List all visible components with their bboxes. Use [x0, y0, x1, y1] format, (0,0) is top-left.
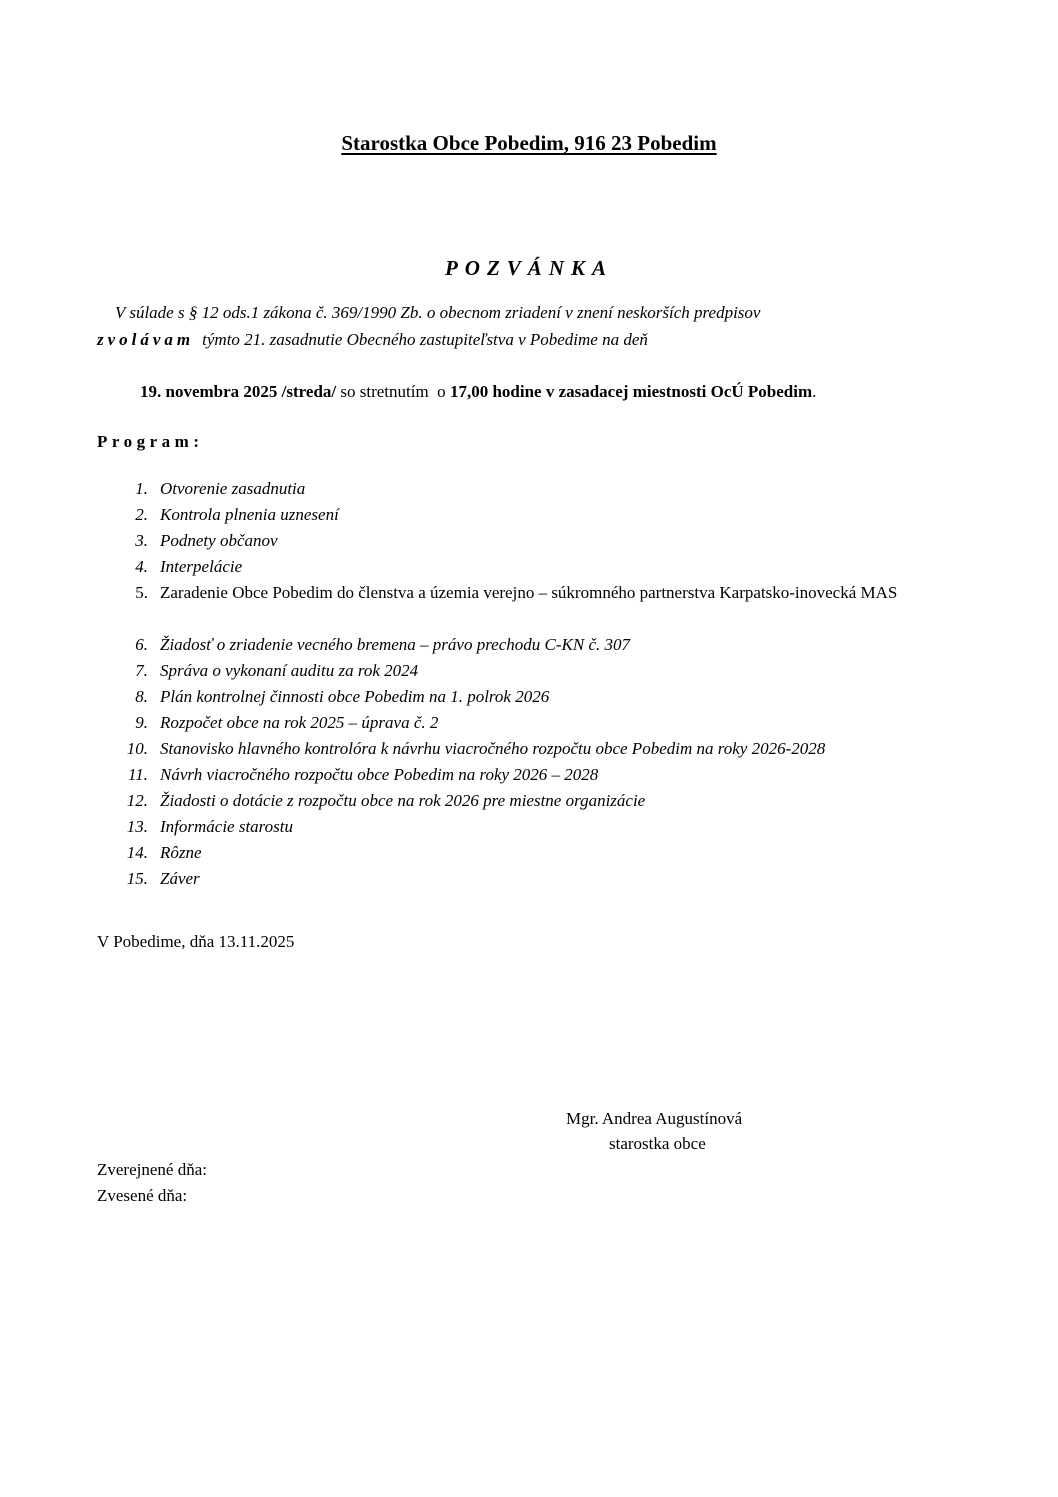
meeting-time-place: 17,00 hodine v zasadacej miestnosti OcÚ Pobedim: [449, 382, 813, 401]
program-item: [120, 736, 980, 762]
program-item: [120, 476, 980, 502]
item-number: 3.: [135, 531, 148, 550]
program-item: [120, 658, 980, 684]
item-number: 2.: [135, 505, 148, 524]
item-text: Plán kontrolnej činnosti obce Pobedim na 1. polrok 2026: [160, 687, 550, 706]
item-number: 10.: [126, 739, 148, 758]
program-item: [120, 866, 980, 892]
item-number: 13.: [126, 817, 148, 836]
item-text: Rôzne: [160, 843, 202, 862]
item-text: Záver: [160, 869, 200, 888]
item-number: 12.: [126, 791, 148, 810]
program-item: [120, 502, 980, 528]
item-text: Návrh viacročného rozpočtu obce Pobedim na roky 2026 – 2028: [160, 765, 599, 784]
item-text: Zaradenie Obce Pobedim do členstva a územia verejno – súkromného partnerstva Karpatsko-inovecká MAS: [160, 583, 898, 602]
item-number: 8.: [135, 687, 148, 706]
signatory-name: Mgr. Andrea Augustínová: [566, 1109, 743, 1128]
item-number: 4.: [135, 557, 148, 576]
item-text: Žiadosť o zriadenie vecného bremena – právo prechodu C-KN č. 307: [160, 635, 630, 654]
invitation-heading: POZVÁNKA: [444, 256, 613, 280]
item-text: Interpelácie: [160, 557, 243, 576]
intro-line-1: V súlade s § 12 ods.1 zákona č. 369/1990 Zb. o obecnom zriadení v znení neskorších predpisov: [115, 303, 761, 322]
program-item: [120, 580, 980, 632]
program-item: [120, 814, 980, 840]
item-number: 6.: [135, 635, 148, 654]
item-number: 7.: [135, 661, 148, 680]
meeting-date-line: [140, 382, 816, 402]
program-item: [120, 710, 980, 736]
program-item: [120, 528, 980, 554]
meeting-date-end: .: [812, 382, 817, 401]
item-text: Stanovisko hlavného kontrolóra k návrhu viacročného rozpočtu obce Pobedim na roky 2026-2028: [160, 739, 826, 758]
item-number: 14.: [126, 843, 148, 862]
zvolavam-word: zvolávam: [97, 330, 195, 349]
intro-line-2-text: týmto 21. zasadnutie Obecného zastupiteľstva v Pobedime na deň: [202, 330, 648, 349]
published-date-label: Zverejnené dňa:: [97, 1160, 207, 1179]
item-text: Podnety občanov: [160, 531, 278, 550]
item-text: Informácie starostu: [160, 817, 294, 836]
item-text: Žiadosti o dotácie z rozpočtu obce na rok 2026 pre miestne organizácie: [160, 791, 646, 810]
removed-date-label: Zvesené dňa:: [97, 1186, 188, 1205]
program-item: [120, 762, 980, 788]
item-number: 11.: [128, 765, 148, 784]
meeting-date: 19. novembra 2025 /streda/: [140, 382, 337, 401]
program-list: [120, 476, 980, 892]
item-text: Správa o vykonaní auditu za rok 2024: [160, 661, 419, 680]
program-item: [120, 840, 980, 866]
item-number: 9.: [135, 713, 148, 732]
item-number: 15.: [126, 869, 148, 888]
program-item: [120, 684, 980, 710]
meeting-date-mid: so stretnutím o: [336, 382, 450, 401]
program-item: [120, 554, 980, 580]
place-date: V Pobedime, dňa 13.11.2025: [97, 932, 295, 951]
program-item: [120, 788, 980, 814]
item-text: Kontrola plnenia uznesení: [160, 505, 339, 524]
program-item: [120, 632, 980, 658]
program-label: Program:: [97, 432, 204, 451]
document-title: Starostka Obce Pobedim, 916 23 Pobedim: [341, 131, 717, 155]
item-text: Otvorenie zasadnutia: [160, 479, 306, 498]
item-number: 1.: [135, 479, 148, 498]
intro-line-2: [97, 330, 648, 350]
item-number: 5.: [135, 583, 148, 602]
signatory-role: starostka obce: [609, 1134, 706, 1153]
item-text: Rozpočet obce na rok 2025 – úprava č. 2: [160, 713, 439, 732]
